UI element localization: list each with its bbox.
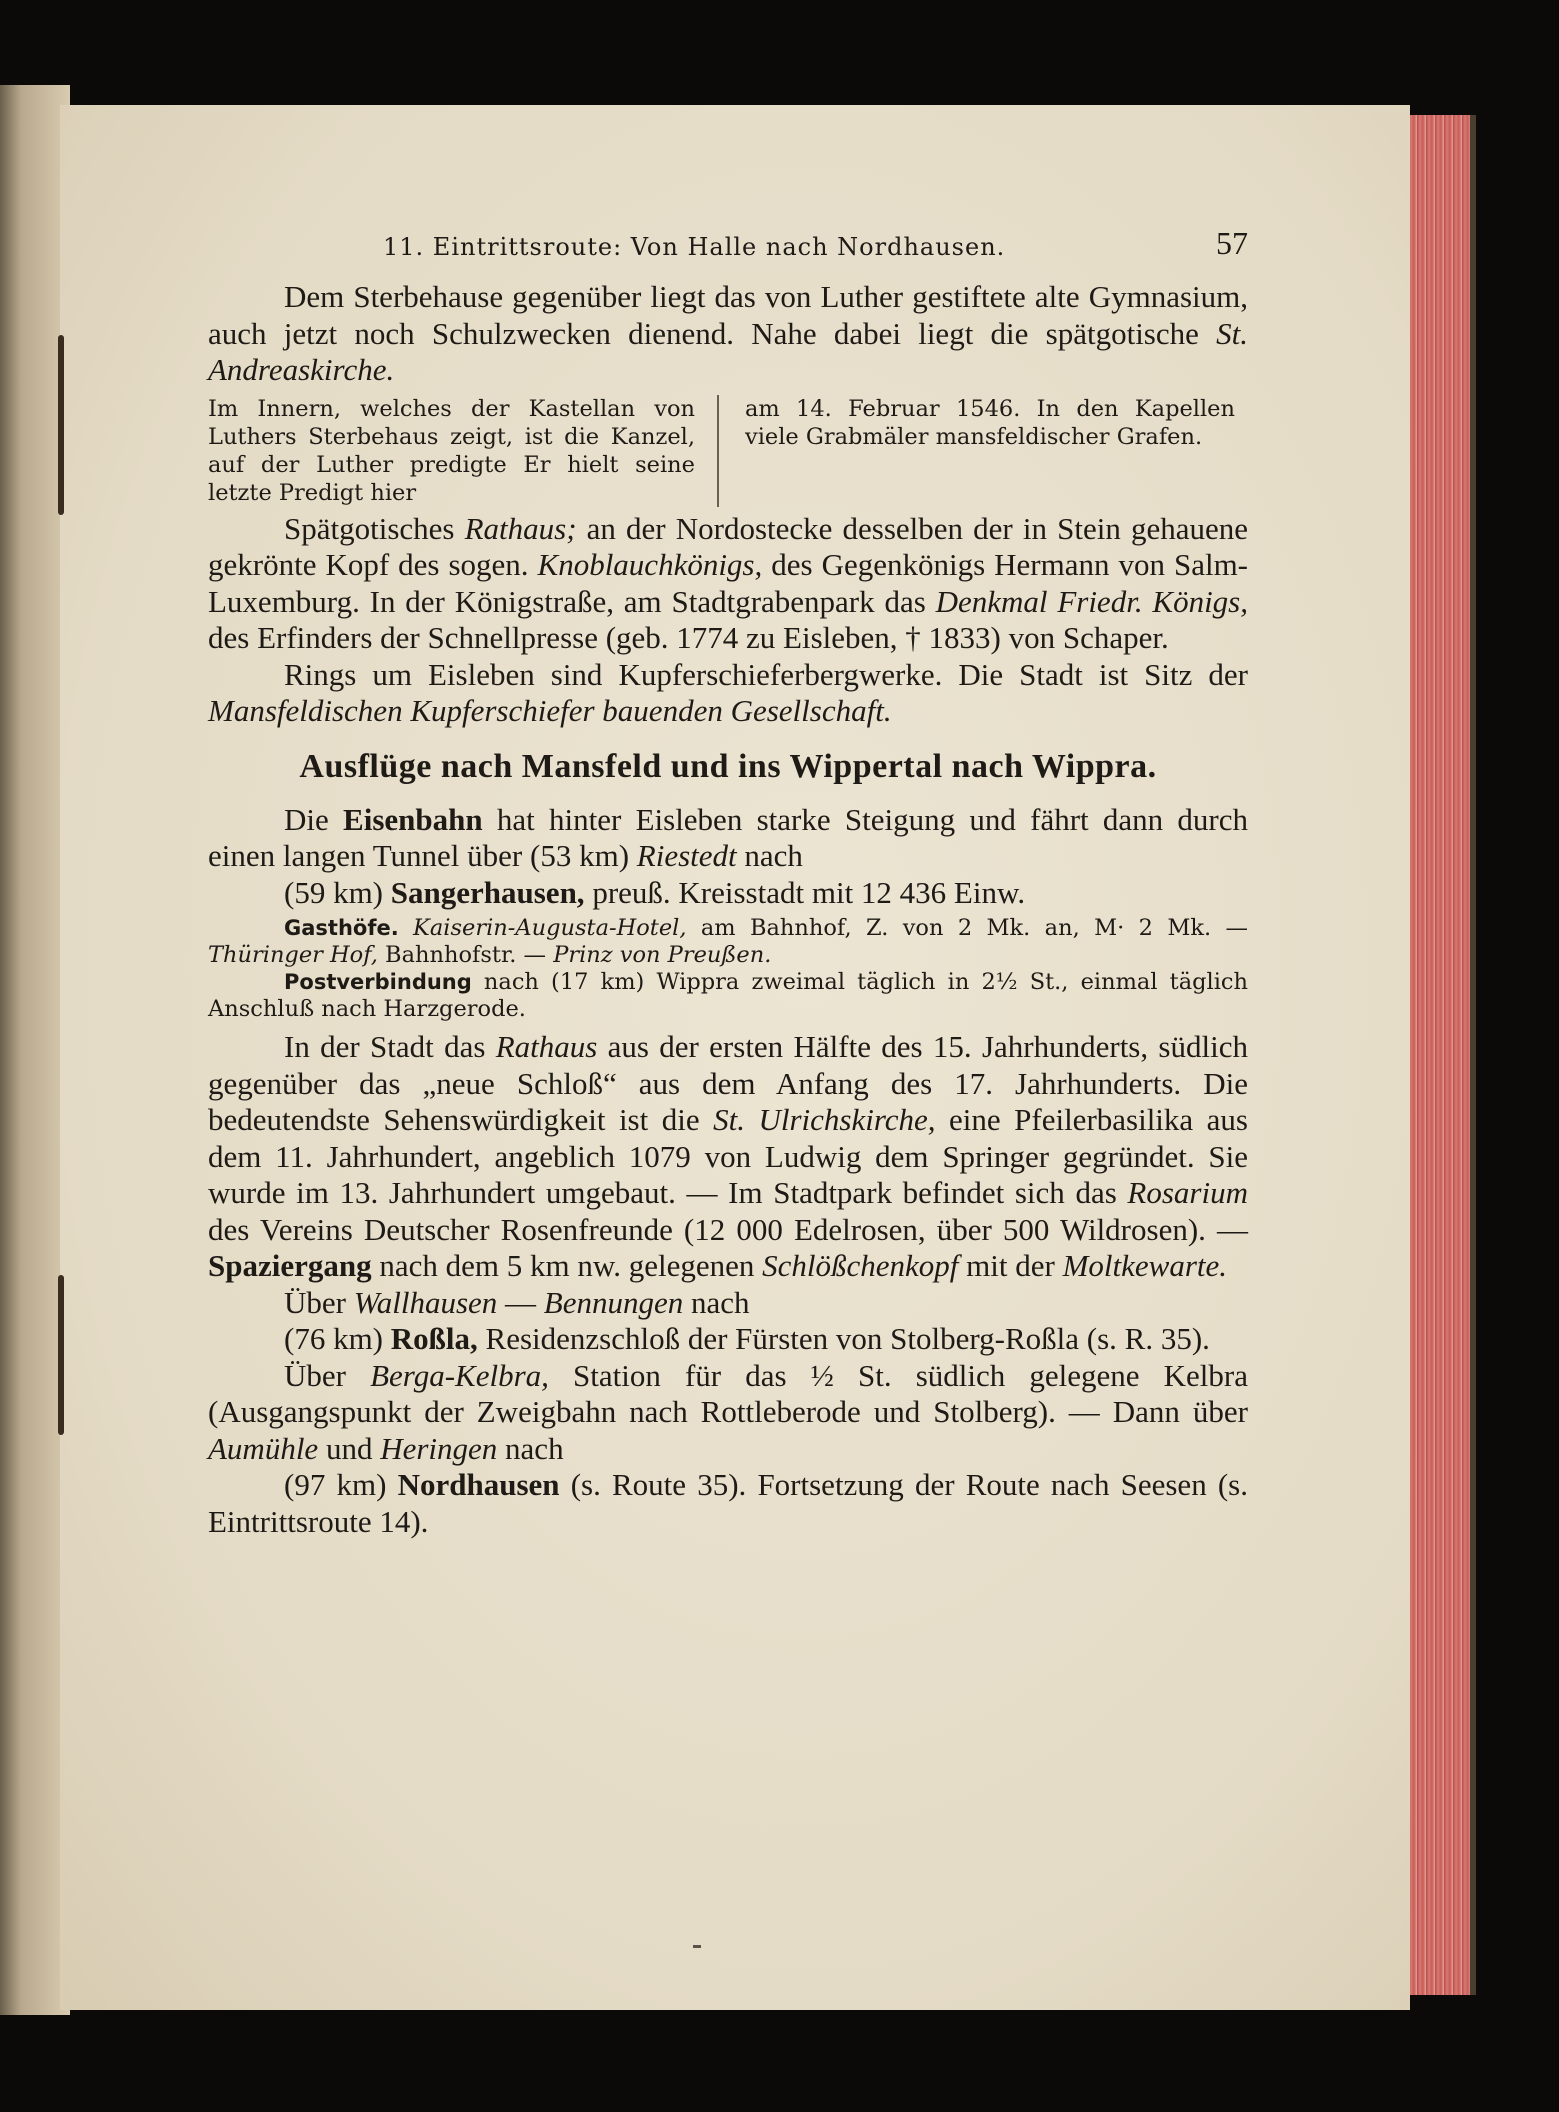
book-page-edges [1408, 115, 1476, 1995]
printer-mark [693, 1945, 701, 1948]
paragraph [208, 1029, 1248, 1285]
italic-text: St. Ulrichskirche, [713, 1102, 936, 1137]
italic-text: Riestedt [636, 838, 737, 873]
label: Postverbindung [284, 970, 472, 994]
italic-text: Wallhausen [353, 1284, 498, 1320]
text: mit der [958, 1248, 1063, 1283]
text: eine Pfeilerbasilika aus dem 11. Jahrhundert, angeblich 1079 von Ludwig dem Springer gegründet. Sie wurde im 13. Jahrhundert umgebaut. — Im Stadtpark befindet sich das [208, 1102, 1248, 1210]
text: Spätgotisches [284, 510, 465, 546]
text: des Gegenkönigs Hermann von Salm-Luxemburg. In der Königstraße, am Stadtgrabenpark das [208, 547, 1249, 619]
label: Gasthöfe. [284, 916, 399, 940]
italic-text: Heringen [380, 1430, 498, 1466]
text: am Bahnhof, Z. von 2 Mk. an, M· 2 Mk. — [686, 915, 1248, 941]
italic-text: Moltkewarte. [1062, 1248, 1228, 1283]
text: (97 km) [284, 1467, 398, 1502]
text: Rings um Eisleben sind Kupferschieferbergwerke. Die Stadt ist Sitz der [284, 656, 1248, 692]
italic-text: Prinz von Preußen. [553, 942, 772, 968]
text: aus der ersten Hälfte des 15. Jahrhunderts, südlich gegenüber das „neue Schloß“ aus dem Anfang des 17. Jahrhunderts. Die bedeutendste Sehenswürdigkeit ist die [208, 1029, 1248, 1137]
italic-text: Thüringer Hof, [208, 942, 378, 968]
text: Residenzschloß der Fürsten von Stolberg-Roßla (s. R. 35). [477, 1321, 1210, 1356]
italic-text: Schlößchenkopf [762, 1248, 959, 1283]
text: hat hinter Eisleben starke Steigung und fährt dann durch einen langen Tunnel über (53 km) [208, 801, 1249, 873]
text: Über [284, 1357, 371, 1393]
paragraph [208, 875, 1248, 912]
text: Bahnhofstr. — [377, 942, 554, 968]
bold-text: Nordhausen [397, 1467, 560, 1502]
text: preuß. Kreisstadt mit 12 436 Einw. [584, 874, 1026, 910]
text: Dem Sterbehause gegenüber liegt das von Luther gestiftete alte Gymnasium, auch jetzt noch Schulzwecken dienend. Nahe dabei liegt die spätgotische [208, 279, 1248, 351]
running-head-title: 11. Eintrittsroute: Von Halle nach Nordhausen. [383, 233, 1006, 261]
text: des Vereins Deutscher Rosenfreunde (12 000 Edelrosen, über 500 Wildrosen). — [208, 1211, 1248, 1247]
paragraph [208, 1321, 1248, 1358]
section-heading: Ausflüge nach Mansfeld und ins Wippertal nach Wippra. [299, 747, 1157, 785]
italic-text: Rathaus; [464, 510, 577, 546]
paragraph [208, 802, 1248, 875]
italic-text: Bennungen [543, 1284, 684, 1320]
text: nach [736, 838, 803, 873]
running-head [208, 225, 1248, 267]
note-right-column: am 14. Februar 1546. In den Kapellen viele Grabmäler mansfeldischer Grafen. [745, 395, 1235, 450]
page-number: 57 [1216, 225, 1248, 261]
page-content [208, 225, 1248, 1540]
paragraph [208, 1467, 1248, 1540]
text: nach [683, 1284, 750, 1320]
paragraph [208, 1358, 1248, 1468]
italic-text: St. Andreaskirche. [208, 315, 1248, 387]
paragraph [208, 1285, 1248, 1322]
italic-text: Berga-Kelbra, [370, 1357, 549, 1393]
text: Die [284, 801, 344, 837]
note-left-column: Im Innern, welches der Kastellan von Luthers Sterbehaus zeigt, ist die Kanzel, auf der Luther predigte Er hielt seine letzte Predigt hier [208, 395, 719, 507]
text: (76 km) [284, 1321, 391, 1356]
bold-text: Sangerhausen, [390, 874, 585, 910]
paragraph [208, 511, 1248, 657]
italic-text: Aumühle [208, 1430, 319, 1466]
text: nach dem 5 km nw. gelegenen [371, 1248, 763, 1283]
text: an der Nordostecke desselben der in Stein gehauene gekrönte Kopf des sogen. [208, 510, 1248, 582]
text: des Erfinders der Schnellpresse (geb. 1774 zu Eisleben, † 1833) von Schaper. [208, 620, 1169, 655]
binding-thread [58, 1275, 64, 1435]
italic-text: Kaiserin-Augusta-Hotel, [413, 915, 687, 941]
text: — [497, 1284, 544, 1320]
bold-text: Spaziergang [208, 1248, 372, 1283]
text: Station für das ½ St. südlich gelegene Kelbra (Ausgangspunkt der Zweigbahn nach Rottleberode und Stolberg). — Dann über [208, 1357, 1248, 1429]
italic-text: Rathaus [495, 1029, 598, 1064]
text: Über [284, 1284, 354, 1320]
italic-text: Knoblauchkönigs, [537, 547, 763, 582]
text: und [318, 1430, 381, 1466]
small-print-columns [208, 395, 1248, 507]
italic-text: Mansfeldischen Kupferschiefer bauenden Gesellschaft. [208, 693, 892, 728]
bold-text: Roßla, [390, 1321, 478, 1356]
text: (59 km) [284, 874, 391, 910]
italic-text: Rosarium [1127, 1175, 1248, 1210]
italic-text: Denkmal Friedr. Königs, [935, 583, 1248, 619]
text: nach (17 km) Wippra zweimal täglich in 2½ St., einmal täglich Anschluß nach Harzgerode. [208, 969, 1248, 1022]
hotels-note [208, 915, 1248, 1023]
binding-thread [58, 335, 64, 515]
paragraph [208, 657, 1248, 730]
bold-text: Eisenbahn [343, 801, 483, 837]
text: nach [497, 1430, 564, 1466]
paragraph [208, 279, 1248, 389]
text: In der Stadt das [284, 1029, 496, 1064]
text: (s. Route 35). Fortsetzung der Route nach Seesen (s. Eintrittsroute 14). [208, 1467, 1248, 1539]
